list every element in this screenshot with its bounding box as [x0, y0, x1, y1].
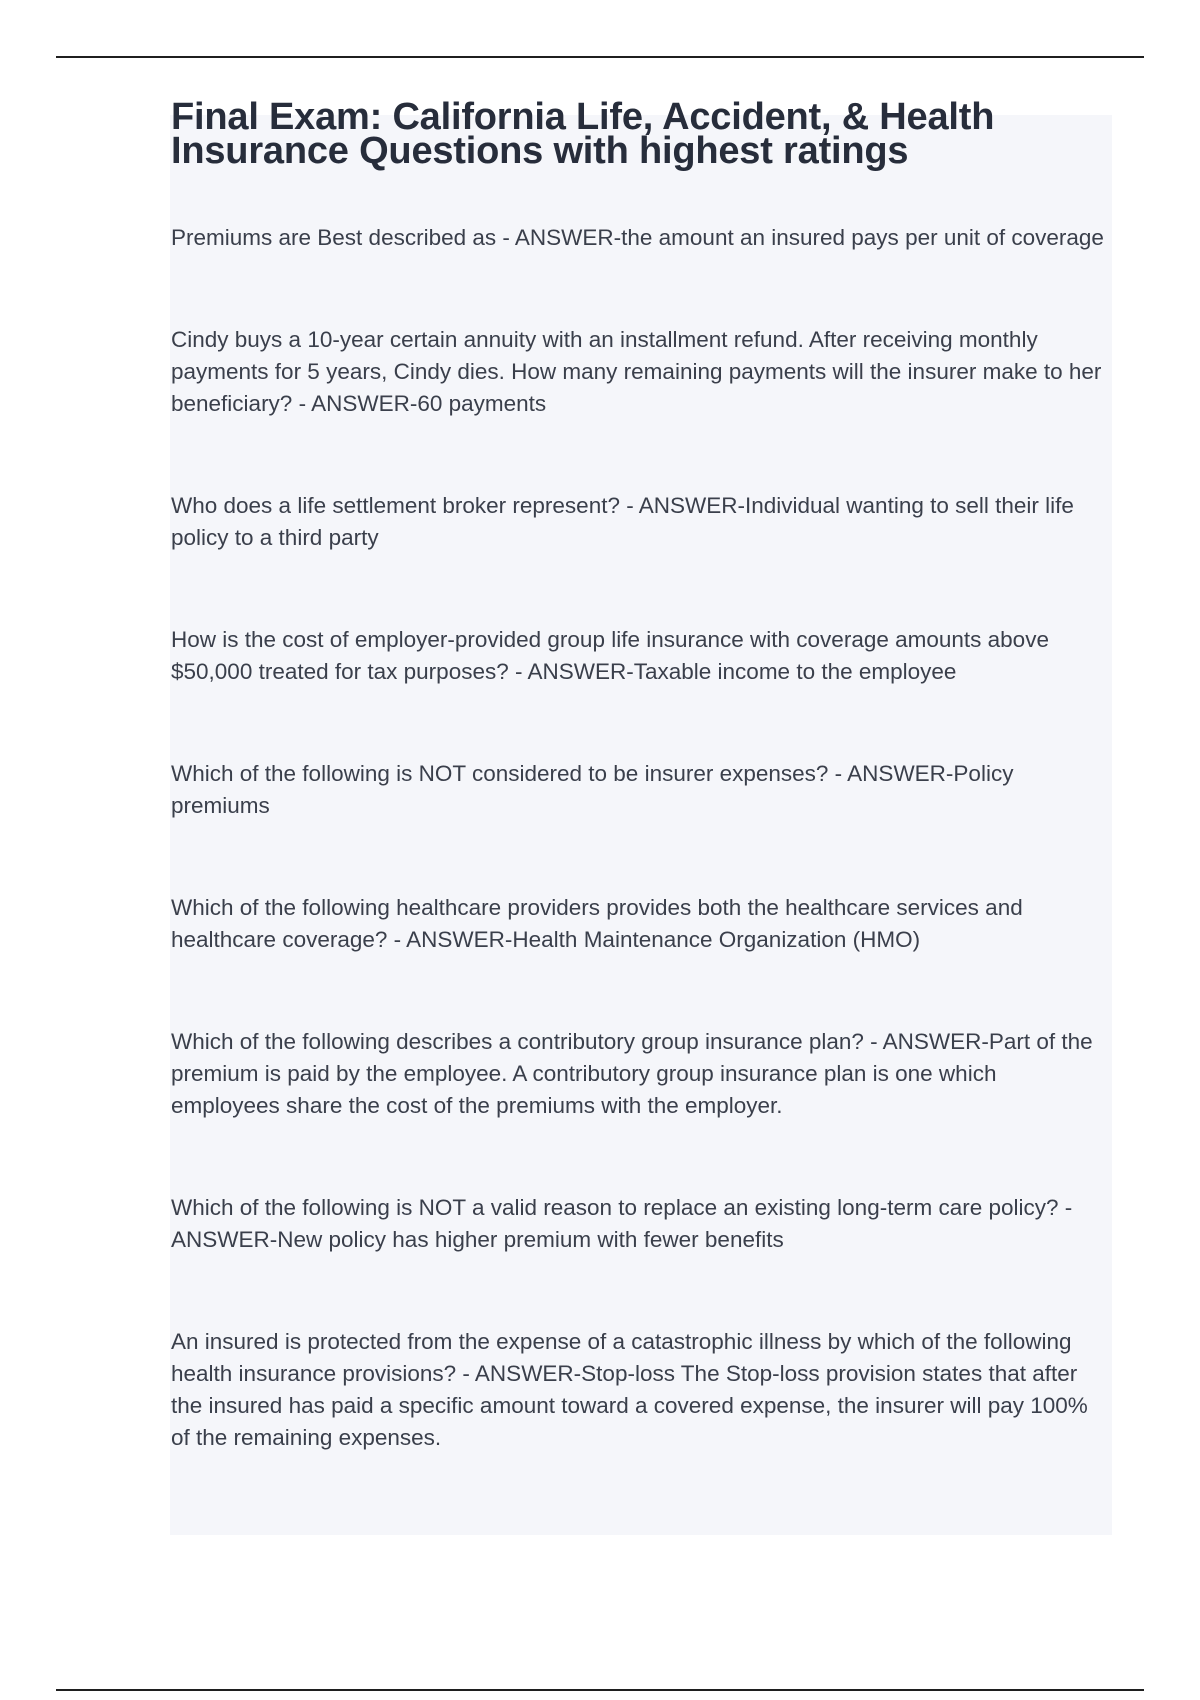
qa-item: An insured is protected from the expense of a catastrophic illness by which of the following health insurance provisions? - ANSWER-Stop-loss The Stop-loss provision states that after the insured has paid a specific amount toward a covered expense, the insurer will pay 100% of the remaining expenses.	[171, 1329, 1088, 1450]
qa-item: Which of the following is NOT a valid reason to replace an existing long-term care policy? - ANSWER-New policy has higher premium with fewer benefits	[171, 1195, 1073, 1252]
qa-item: How is the cost of employer-provided group life insurance with coverage amounts above $50,000 treated for tax purposes? - ANSWER-Taxable income to the employee	[171, 627, 1049, 684]
qa-item: Premiums are Best described as - ANSWER-the amount an insured pays per unit of coverage	[171, 225, 1104, 250]
document-body	[171, 96, 1111, 1454]
qa-item: Who does a life settlement broker represent? - ANSWER-Individual wanting to sell their life policy to a third party	[171, 493, 1074, 550]
qa-item: Which of the following is NOT considered to be insurer expenses? - ANSWER-Policy premiums	[171, 761, 1014, 818]
document-title: Final Exam: California Life, Accident, & Health Insurance Questions with highest ratings	[171, 96, 995, 172]
qa-item: Which of the following healthcare providers provides both the healthcare services and healthcare coverage? - ANSWER-Health Maintenance Organization (HMO)	[171, 895, 1023, 952]
qa-item: Which of the following describes a contributory group insurance plan? - ANSWER-Part of the premium is paid by the employee. A contributory group insurance plan is one which employees share the cost of the premiums with the employer.	[171, 1029, 1093, 1118]
bottom-divider	[56, 1689, 1144, 1691]
qa-item: Cindy buys a 10-year certain annuity with an installment refund. After receiving monthly payments for 5 years, Cindy dies. How many remaining payments will the insurer make to her beneficiary? - ANSWER-60 payments	[171, 327, 1102, 416]
qa-list	[171, 222, 1111, 1454]
top-divider	[56, 56, 1144, 58]
